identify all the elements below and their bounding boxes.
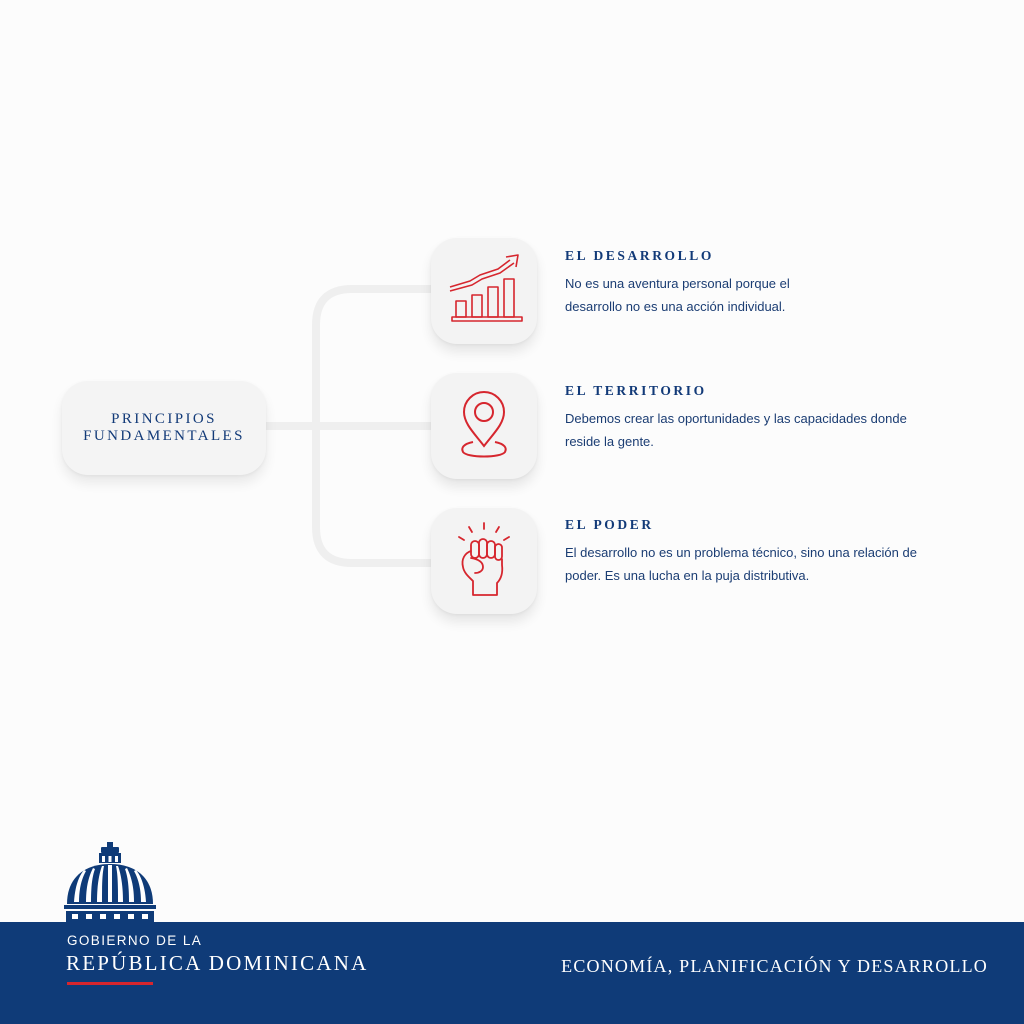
territorio-icon-box [431,373,537,479]
poder-icon-box [431,508,537,614]
poder-desc-line2: poder. Es una lucha en la puja distributiva. [565,568,810,583]
red-divider [67,982,153,985]
desarrollo-desc-line1: No es una aventura personal porque el [565,276,790,291]
desarrollo-icon-box [431,238,537,344]
location-pin-icon [449,386,519,466]
territorio-title: EL TERRITORIO [565,383,707,398]
territorio-description [565,407,985,453]
principios-fundamentales-box [62,381,266,475]
desarrollo-title: EL DESARROLLO [565,248,714,263]
main-title-line1: PRINCIPIOS [111,411,217,427]
desarrollo-description [565,272,985,318]
main-title-line2: FUNDAMENTALES [83,428,245,444]
poder-description [565,541,985,587]
republica-dominicana-label: REPÚBLICA DOMINICANA [66,951,369,975]
raised-fist-icon [449,519,519,603]
dome-logo-icon [64,842,156,922]
gobierno-label: GOBIERNO DE LA [67,933,203,948]
territorio-desc-line1: Debemos crear las oportunidades y las capacidades donde [565,411,907,426]
ministry-label: ECONOMÍA, PLANIFICACIÓN Y DESARROLLO [561,956,988,976]
poder-title: EL PODER [565,517,654,532]
connector-top [316,289,432,563]
growth-chart-icon [444,251,524,331]
territorio-desc-line2: reside la gente. [565,434,654,449]
desarrollo-desc-line2: desarrollo no es una acción individual. [565,299,786,314]
poder-desc-line1: El desarrollo no es un problema técnico, sino una relación de [565,545,917,560]
